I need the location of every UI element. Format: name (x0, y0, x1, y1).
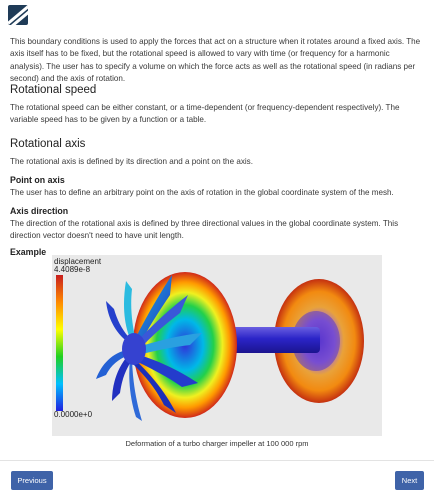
previous-button[interactable]: Previous (11, 471, 53, 490)
top-bar (0, 0, 434, 30)
legend-min-value: 0.0000e+0 (54, 410, 93, 419)
rotational-speed-text: The rotational speed can be either constant, or a time-dependent (or frequency-dependent respectively). The variable speed has to be given by a function or a table. (10, 103, 400, 125)
rotational-axis-text: The rotational axis is defined by its direction and a point on the axis. (10, 157, 253, 166)
footer-divider (0, 460, 434, 461)
impeller-hub (122, 333, 146, 365)
legend-title: displacement (54, 257, 102, 266)
point-on-axis-heading: Point on axis (10, 175, 65, 185)
axis-direction-heading: Axis direction (10, 206, 69, 216)
figure-caption: Deformation of a turbo charger impeller at 100 000 rpm (125, 439, 309, 448)
impeller-figure (52, 255, 382, 436)
intro-paragraph: This boundary conditions is used to apply the forces that act on a structure when it rotates around a fixed axis. The axis itself has to be fixed, but the rotational speed is allowed to vary with time (or frequency for a harmonic analysis). The user has to specify a volume on which the force acts as well as the rotational speed (in radians per second) and the axis of rotation. (10, 37, 421, 84)
rotational-speed-heading: Rotational speed (10, 84, 97, 96)
impeller-render (52, 255, 382, 436)
legend-max-value: 4.4089e-8 (54, 265, 91, 274)
axis-direction-text: The direction of the rotational axis is defined by three directional values in the global coordinate system. This direction vector doesn't need to have unit length. (10, 219, 399, 241)
rotational-axis-heading: Rotational axis (10, 138, 86, 150)
legend-color-bar (56, 275, 63, 411)
logo-icon[interactable] (8, 5, 28, 25)
point-on-axis-text: The user has to define an arbitrary point on the axis of rotation in the global coordinate system of the mesh. (10, 188, 394, 197)
example-heading: Example (10, 247, 47, 257)
next-button[interactable]: Next (395, 471, 424, 490)
